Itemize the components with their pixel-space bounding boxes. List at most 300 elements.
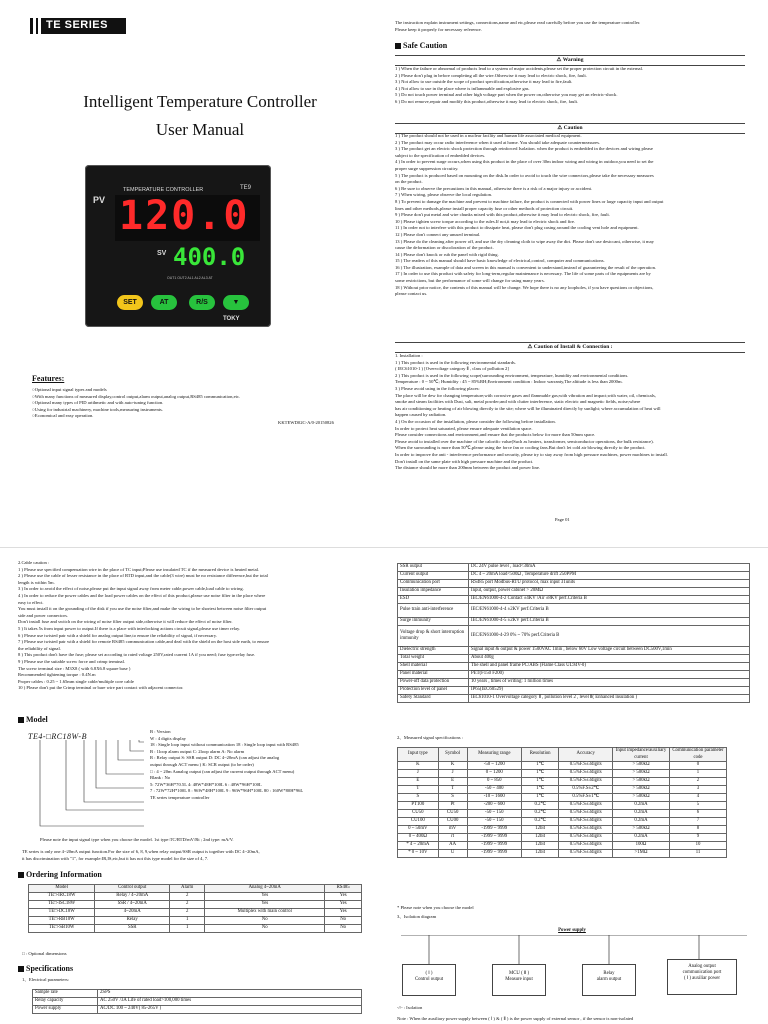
features-list — [32, 387, 362, 420]
ordering-col: RS485 — [325, 885, 362, 893]
table-row — [398, 604, 750, 618]
table-row — [398, 802, 727, 810]
cable-line: Proper cables : 0.25 ~ 1.65mm single cable/multiple core cable — [18, 678, 134, 684]
table-row — [398, 770, 727, 778]
box-line: communication port — [682, 970, 722, 975]
caution-item: 12 ) Please don't connect any unused terminal. — [395, 231, 481, 237]
table-row — [29, 901, 362, 909]
table-row — [33, 1006, 362, 1014]
cell: > 500kΩ — [613, 770, 670, 778]
table-row — [398, 655, 750, 663]
table-row — [29, 893, 362, 901]
safe-caution-heading — [395, 41, 447, 50]
cell: 12bit — [521, 850, 558, 858]
cable-line: 10 ) Please don't put the Crimp terminal or bare wire part contact with adjacent connector. — [18, 685, 184, 691]
cell: No — [205, 925, 325, 933]
cell: 0.5%F.S±3digits — [559, 778, 613, 786]
intro-line: Please keep it properly for necessary reference. — [395, 26, 482, 32]
ordering-heading — [18, 870, 102, 879]
cell: S — [438, 794, 467, 802]
table-row — [398, 572, 750, 580]
cable-line: the reliability of signal. — [18, 645, 61, 651]
cell: AA — [438, 842, 467, 850]
cell: 12bit — [521, 842, 558, 850]
box-line: Relay — [603, 971, 615, 976]
cell: 10 years , times of writing: 1 million times — [469, 679, 750, 687]
electrical-params-label: 1、Electrical parameters: — [22, 977, 70, 982]
controller-image — [85, 165, 271, 327]
caution-item: 3 ) The product get an electric shock protection through reinforced Isolation. when the product is embedded in the devices and wiring please — [395, 146, 653, 152]
cell: 0 ~ 400Ω — [398, 834, 439, 842]
install-item: In order to protect heat saturated, please ensure adequate ventilation space. — [395, 425, 533, 431]
feature-item: ○Economical and easy operation. — [32, 413, 94, 419]
caution-item: 6 ) Be sure to observe the precautions in this manual, otherwise there is a risk of a major injury or accident. — [395, 185, 593, 191]
cell: 1℃ — [521, 778, 558, 786]
install-item: When the surrounding is more than 50℃,please using the force fan or cooling fans.But don't let cold air blowing directly to the product. — [395, 445, 646, 451]
cable-line: side and power connectors. — [18, 612, 69, 618]
model-note-2 — [22, 849, 382, 862]
series-label: TE SERIES — [46, 19, 108, 31]
led-indicators: OUT1 OUT2 AL1 AL2 AL3 AT — [167, 276, 213, 280]
cell: S — [398, 794, 439, 802]
cell: mV — [438, 826, 467, 834]
install-item: 2 ) This product is used in the following scope(surrounding environment, temperature, humidity and environmental conditions. — [395, 372, 629, 378]
cable-line: The screw terminal size : M3X8 ( with 6.8X6.8 square base ) — [18, 665, 131, 671]
cell: K — [438, 762, 467, 770]
cell: Relay — [95, 917, 170, 925]
cell: No — [325, 925, 362, 933]
cell: 0.5%F.S±2℃ — [559, 786, 613, 794]
section-marker-icon — [395, 43, 401, 49]
pv-display: 120.0 — [119, 193, 250, 239]
cell: 0 ~ 850 — [467, 778, 521, 786]
cell: 12bit — [521, 834, 558, 842]
cell: 6 — [670, 810, 727, 818]
cable-line: You must install it on the grounding of the disk if you use the noise filter,and make the wiring to be shortest between noise filter output — [18, 606, 267, 612]
cell: 2 — [170, 893, 205, 901]
cell: IEC/EN61000-4-2 Contact ±4KV /Air ±8KV perf.Criteria B — [469, 596, 750, 604]
ordering-col: Model — [29, 885, 95, 893]
cell: > 500kΩ — [613, 762, 670, 770]
cable-line: 5 ) It takes 5s from input power to output.If there is a place with interlocking actions circuit signal,please use timer relay. — [18, 625, 241, 631]
cell: No — [325, 917, 362, 925]
safe-caution-title: Safe Caution — [403, 41, 448, 50]
table-row — [398, 679, 750, 687]
cell: Dielectric strength — [398, 647, 469, 655]
table-row — [398, 810, 727, 818]
cell: 2 — [170, 901, 205, 909]
caution-item: 15 ) The readers of this manual should have basic knowledge of electrical,control, computer and communications. — [395, 258, 605, 264]
cell: Pulse train anti-interference — [398, 604, 469, 618]
cell: Power supply — [33, 1006, 98, 1014]
cell: Yes — [325, 909, 362, 917]
table-row — [398, 687, 750, 695]
caution-item: some restrictions, but the performance of some will change for using many years. — [395, 278, 545, 284]
caution-item: on the product. — [395, 179, 423, 185]
box-line: Control output — [414, 977, 444, 982]
box-line: Measure input — [505, 977, 533, 982]
feature-item: ○With many functions of measured display,control output,alarm output,analog output,RS485 communication,etc. — [32, 393, 241, 399]
cell: Communication port — [398, 580, 469, 588]
warning-bar: ⚠ Warning — [395, 55, 745, 66]
cell: T — [438, 786, 467, 794]
install-item: has air conditioning or heating of air blowing directly to the site; where will be illuminated directly by sunlight; where accumulation of heat will — [395, 405, 661, 411]
cell: U — [438, 850, 467, 858]
brand-logo: TOKY — [223, 316, 240, 322]
cell: 0.5%F.S±1℃ — [559, 794, 613, 802]
cell: The shell and panel frame PC/ABS (Flame Class UL94V-0) — [469, 663, 750, 671]
cell: IEC/EN61000-4-4 ±2KV perf.Criteria B — [469, 604, 750, 618]
install-item: smoke and steam facilities with Dust, salt, metal powder;and with clutter interference, static electric and magnetic fields, noise;where — [395, 399, 641, 405]
cell: rt — [438, 834, 467, 842]
feature-item: ○Optional input signal types and models — [32, 387, 107, 392]
model-legend-item: 5: 72W*36H*70.5L 4: 48W*48H*100L 6 : 48W*96H*100L — [150, 781, 262, 787]
cell: > 500kΩ — [613, 826, 670, 834]
caution-item: 4 ) In order to prevent surge occurs,when using this product in the place of over 30m indoor wiring and wiring in outdoor,you need to set the — [395, 159, 654, 165]
page-number: Page 01 — [555, 517, 570, 522]
install-item: 3 ) Please avoid using in the following places: — [395, 385, 480, 391]
table-row — [398, 834, 727, 842]
install-item: Please consider connections and environment,and ensure that the products below for more than 50mm space. — [395, 432, 596, 438]
model-legend-item: 18 : Single loop input without communication 18 : Single loop input with RS485 — [150, 742, 299, 748]
caution-item: cause the deformation or discoloration of the product. — [395, 245, 494, 251]
spec-table — [397, 563, 750, 703]
model-legend-item: 7 : 72W*72H*100L 8 : 96W*48H*100L 9 : 96W*96H*100L 80 : 160W*80H*96L — [150, 788, 304, 794]
cell: Relay / 4~20mA — [95, 893, 170, 901]
cell: Total weight — [398, 655, 469, 663]
cable-line: 9 ) Please use the suitable screw force and crimp terminal. — [18, 658, 126, 664]
cell: Multiplex with main control — [205, 909, 325, 917]
caution-item: lines and other methods,please install proper capacity fuse or other methods of protection circuit. — [395, 205, 574, 211]
cell: * 0 ~ 10V — [398, 850, 439, 858]
cell: 1 — [670, 770, 727, 778]
install-item: Don't install on the same plate with high pressure machine and the product. — [395, 458, 534, 464]
cell: Safety Standard — [398, 695, 469, 703]
install-item: ( IEC61010-1 ) [Overvoltage category Ⅱ , class of pollution 2] — [395, 366, 509, 372]
cable-line: 2.Cable caution : — [18, 560, 50, 565]
cell: DC 4 ~ 20mA load<500Ω , Temperature drift 250PPM — [469, 572, 750, 580]
cell: Relay capacity — [33, 998, 98, 1006]
cell: -50 ~ 150 — [467, 818, 521, 826]
box-line: ( Ⅰ ) — [425, 971, 433, 976]
cell: 1℃ — [521, 786, 558, 794]
cell: 2 — [170, 909, 205, 917]
cable-line: Don't install fuse and switch on the wiring of noise filter output side,otherwise it will reduce the effect of noise filter. — [18, 619, 233, 625]
cell: 0.5%F.S±3digits — [559, 826, 613, 834]
cell: Yes — [325, 893, 362, 901]
section-marker-icon — [18, 872, 24, 878]
install-item: In order to improve the anti - interference performance and security, please try to stay away from high pressure machines, power machines to install. — [395, 451, 668, 457]
install-caution-bar: ⚠ Caution of Install & Connection : — [395, 342, 745, 353]
table-row — [398, 588, 750, 596]
cell: AC/DC 100 ~ 240V( 85-265V ) — [98, 1006, 362, 1014]
caution-item: 18 ) Without prior notice, the contents of this manual will be change. We hope there is no any loopholes, if you have questions or objections, — [395, 284, 654, 290]
table-row — [398, 762, 727, 770]
cell: 0.2mA — [613, 810, 670, 818]
sv-label: SV — [157, 250, 167, 257]
cell: 0 ~ 50mV — [398, 826, 439, 834]
caution-item: 11 ) In order not to interfere with this product to dissipate heat, please don't plug casing around the cooling vent hole and equipment. — [395, 225, 639, 231]
features-heading: Features: — [32, 374, 65, 383]
cell: 0.5%F.S±3digits — [559, 810, 613, 818]
cell: 0.5%F.S±3digits — [559, 762, 613, 770]
cable-line: 3 ) In order to avoid the effect of noise,please put the input signal away from meter cable,power cable,load cable to wiring. — [18, 586, 244, 592]
isolation-legend: -//- : Isolation — [397, 1005, 423, 1010]
cell: 4 — [670, 794, 727, 802]
set-button[interactable]: SET — [117, 295, 143, 310]
cell: -200 ~ 600 — [467, 802, 521, 810]
cell: 1℃ — [521, 794, 558, 802]
caution-item: 5 ) The product is produced based on mounting on the disk.In order to avoid to touch the wire connectors,please take the necessary measures — [395, 172, 654, 178]
table-row — [398, 671, 750, 679]
cell: -50 ~ 150 — [467, 810, 521, 818]
down-arrow-button[interactable]: ▼ — [223, 295, 249, 310]
caution-bar: ⚠ Caution — [395, 123, 745, 134]
table-row — [33, 998, 362, 1006]
sv-display: 400.0 — [173, 243, 246, 271]
cell: 1 — [170, 917, 205, 925]
cell: > 500kΩ — [613, 794, 670, 802]
table-row — [398, 850, 727, 858]
cell: PT100 — [398, 802, 439, 810]
model-legend-item: W : 4 digits display — [150, 735, 186, 741]
measured-col: Resolution — [521, 748, 558, 762]
install-item: happen caused by radiation. — [395, 412, 447, 418]
model-legend-item: Blank : No — [150, 775, 171, 781]
cell: DC 24V pulse level , load<30mA — [469, 564, 750, 572]
cell: > 500kΩ — [613, 786, 670, 794]
control-output-box — [402, 964, 456, 996]
cable-line: 2 ) Please use the cable of lesser resistance in the place of RTD input,and the cable(3 wire) must be no resistance difference,but the total — [18, 573, 268, 579]
cell: IP65(IEC60529) — [469, 687, 750, 695]
cell: -50 ~ 1200 — [467, 762, 521, 770]
caution-list — [395, 133, 750, 298]
cable-line: Recommended tightening torque : 0.4N.m — [18, 672, 96, 678]
install-item: Temperature : 0 ~ 50℃; Humidity : 45 ~ 85%RH;Environment condition : Indoor warranty,The altitude is less than 2000m. — [395, 379, 623, 385]
cell: CU50 — [398, 810, 439, 818]
warning-item: 4 ) Not allow to use in the place where is inflammable and explosive gas. — [395, 85, 530, 91]
specifications-title: Specifications — [26, 964, 74, 973]
analog-output-box — [667, 959, 737, 995]
caution-item: 17 ) In order to use this product with safety for long-term,regular maintenance is necessary. The life of some parts of the equipments are by — [395, 271, 651, 277]
relay-box — [582, 964, 636, 996]
install-item: The place will be dew for changing temperature;with corrosive gases and flammable gas;with vibration and impact;with water, oil, chemicals, — [395, 392, 656, 398]
cell: 12bit — [521, 826, 558, 834]
isolation-heading: 3、Isolation diagram — [397, 914, 437, 919]
model-legend-item: □ : 4 ~ 20m Aanalog output (can adjust the current output through ACT menu) — [150, 768, 295, 774]
cell: 5 — [670, 802, 727, 810]
model-legend-item: B : Version — [150, 729, 171, 734]
model-note-line: TE series is only one 4~20mA output function.For the size of 6, 8, 9,when relay output/SSR output is together with DC 4~20mA, — [22, 849, 260, 854]
cable-line: 4 ) In order to reduce the power cables and the load power cables on the effect of this product,please use noise filter in the place where — [18, 592, 266, 598]
cell: E — [398, 778, 439, 786]
cell: TE□-DC18W — [29, 909, 95, 917]
model-legend-item: TE series temperature controller — [150, 794, 210, 800]
measured-col: Accuracy — [559, 748, 613, 762]
isolation-note: Note : When the auxiliary power supply between ( Ⅰ ) & ( Ⅱ ) is the power supply of external sensor , if the sensor is non-isolated — [397, 1016, 634, 1021]
warning-item: 1 ) When the failure or abnormal of products lead to a system of major accidents,please set the proper protection circuit in the external. — [395, 66, 644, 71]
install-item: The distance should be more than 200mm between the product and power line. — [395, 465, 541, 471]
doc-title-line1: Intelligent Temperature Controller — [83, 92, 317, 111]
cell: CU50 — [438, 810, 467, 818]
cell: 0.2℃ — [521, 810, 558, 818]
warning-item: 5 ) Do not touch power terminal and other high voltage part when the power on,otherwise you may get an electric-shock. — [395, 92, 618, 98]
cable-line: 8 ) This product don't have the fuse; please set according to rated voltage 250V,rated current 1A if you need; fuse type:relay fuse. — [18, 652, 256, 658]
install-item: 1. Installation : — [395, 353, 423, 358]
cell: Sample rate — [33, 990, 98, 998]
ordering-col: Analog 4~20mA — [205, 885, 325, 893]
cell: Voltage drop & short interruption immunity — [398, 626, 469, 647]
cell: CU100 — [398, 818, 439, 826]
cell: Power-off data protection — [398, 679, 469, 687]
cell: -10 ~ 1600 — [467, 794, 521, 802]
table-row — [398, 786, 727, 794]
warning-item: 3 ) Not allow to use outside the scope of product specification,otherwise it may lead to fire,fault. — [395, 79, 573, 85]
cable-line: 6 ) Please use twisted pair with a shield for analog output line,to ensure the reliability of signal, if necessary. — [18, 632, 217, 638]
model-legend — [150, 729, 380, 802]
cell: Insulation impedance — [398, 588, 469, 596]
cell: T — [398, 786, 439, 794]
table-row — [398, 695, 750, 703]
cell: 0.5%F.S±3digits — [559, 770, 613, 778]
cell: AC 250V /3A Life of rated load>100,000 times — [98, 998, 362, 1006]
model-legend-item: output through ACT menu ) K: SCR output (to be order) — [150, 761, 254, 767]
cell: 10 — [670, 842, 727, 850]
ordering-table — [28, 884, 362, 933]
table-row — [398, 626, 750, 647]
caution-item: 8 ) To prevent to damage the machine and prevent to machine failure, the product is connected with power lines or large capacity input and output — [395, 198, 664, 204]
table-row — [398, 794, 727, 802]
specifications-heading — [18, 964, 73, 973]
warning-item: 6 ) Do not remove,repair and modify this product,otherwise it may lead to electric shock, fire, fault. — [395, 98, 579, 104]
cable-line: 7 ) Please use twisted pair with a shield for remote RS485 communication cable,and deal with the shield on the host side earth, to ensure — [18, 639, 270, 645]
caution-item: 7 ) When wiring, please observe the local regulation. — [395, 192, 493, 198]
cell: SSR — [95, 925, 170, 933]
cell: 11 — [670, 850, 727, 858]
table-row — [398, 618, 750, 626]
cell: 4~20mA — [95, 909, 170, 917]
model-note-line: it has discrimination with "1", for example:IR,IS,etc,but it has not this type model for the size of 4, 7. — [22, 855, 209, 861]
cell: SSR output — [398, 564, 469, 572]
caution-item: please contact us. — [395, 291, 428, 297]
model-bracket-lines — [26, 740, 151, 830]
cell: 8 — [670, 826, 727, 834]
cell: CU00 — [438, 818, 467, 826]
measured-note: * Please note when you choose the model — [397, 905, 474, 910]
cell: ESD — [398, 596, 469, 604]
cell: Surge immunity — [398, 618, 469, 626]
cell: Shell material — [398, 663, 469, 671]
box-line: MCU ( Ⅱ ) — [508, 971, 530, 976]
ordering-col: Alarm — [170, 885, 205, 893]
table-row — [33, 990, 362, 998]
cell: 0 ~ 1200 — [467, 770, 521, 778]
cell: TE□-SB10W — [29, 925, 95, 933]
cell: 0.5%F.S±3digits — [559, 834, 613, 842]
cell: 2SPS — [98, 990, 362, 998]
install-list — [395, 353, 750, 472]
cable-line: easy to effect. — [18, 599, 44, 605]
intro-text — [395, 20, 750, 33]
run-stop-button[interactable]: R/S — [189, 295, 215, 310]
caution-item: subject to the specification of embedded devices. — [395, 152, 486, 158]
cell: Signal input & output & power 1500VAC 1min , below 60V Low voltage circuit between DC500V,1min — [469, 647, 750, 655]
header-stripe — [33, 18, 36, 34]
cable-line: length is within 5m. — [18, 579, 55, 585]
cell: IEC/EN61000-4-5 ±2KV perf.Criteria B — [469, 618, 750, 626]
header-stripe — [38, 18, 41, 34]
feature-item: ○Using for industrial machinery, machine tools,measuring instruments. — [32, 406, 163, 412]
table-row — [398, 842, 727, 850]
table-row — [398, 778, 727, 786]
box-line: alarm output — [596, 977, 622, 982]
ordering-note: □ : Optional dimensions — [22, 951, 67, 956]
box-line: ( Ⅰ ) auxiliar power — [683, 976, 721, 981]
cell: -1999 ~ 9999 — [467, 850, 521, 858]
cell: 0 — [670, 762, 727, 770]
table-row — [29, 925, 362, 933]
cell: 3 — [670, 786, 727, 794]
feature-item: ○Optional many types of PID arithmetic and with auto-tuning function. — [32, 400, 164, 406]
mcu-box — [492, 964, 546, 996]
caution-item: 1 ) The product should not be used in a nuclear facility and human life associated medical equipment. — [395, 133, 582, 138]
table-row — [29, 909, 362, 917]
device-brand-label: TEMPERATURE CONTROLLER — [123, 187, 204, 193]
doc-code: KKTEWD02C-A/0-20150826 — [278, 420, 334, 425]
model-legend-item: R : Relay output S: SSR output D: DC 4~20mA (can adjust the analog — [150, 755, 280, 761]
cell: K — [398, 762, 439, 770]
cell: TE□-IRC18W — [29, 893, 95, 901]
cell: 0.5%F.S±3digits — [559, 818, 613, 826]
section-marker-icon — [18, 966, 24, 972]
cell: > 500kΩ — [613, 778, 670, 786]
section-marker-icon — [18, 717, 24, 723]
doc-title-line2: User Manual — [155, 120, 245, 139]
cell: 7 — [670, 818, 727, 826]
model-note: Please note the input signal type when you choose the model. 1st type:TC/RTD/mV/Rt ; 2nd type: mA/V. — [40, 837, 234, 842]
cell: SSR / 4~20mA — [95, 901, 170, 909]
cell: -1999 ~ 9999 — [467, 834, 521, 842]
cell: 0.5%F.S±3digits — [559, 842, 613, 850]
model-title: Model — [26, 715, 48, 724]
cell: No — [205, 917, 325, 925]
measured-col: Measuring range — [467, 748, 521, 762]
cell: Yes — [205, 901, 325, 909]
cell: Panel material — [398, 671, 469, 679]
caution-item: 13 ) Please do the cleaning after power off, and use the dry cleaning cloth to wipe away the dirt. Please don't use desiccant, otherwise, it may — [395, 238, 654, 244]
cell: 0.5%F.S±3digits — [559, 802, 613, 810]
ordering-title: Ordering Information — [26, 870, 102, 879]
table-row — [398, 564, 750, 572]
cell: -50 ~ 400 — [467, 786, 521, 794]
caution-item: 2 ) The product may occur radio interference when it used at home. You should take adequate countermeasures. — [395, 139, 601, 145]
table-row — [398, 826, 727, 834]
pv-label: PV — [93, 195, 106, 205]
warning-item: 2 ) Please don't plug in before completing all the wire.Otherwise it may lead to electric shock, fire, fault. — [395, 72, 587, 78]
caution-item: proper surge suppression circuitry. — [395, 165, 459, 171]
at-button[interactable]: AT — [151, 295, 177, 310]
measured-col: Input type — [398, 748, 439, 762]
cell: Protection level of panel — [398, 687, 469, 695]
table-row — [398, 580, 750, 588]
cell: Yes — [205, 893, 325, 901]
cell: About 400g — [469, 655, 750, 663]
cell: 9 — [670, 834, 727, 842]
table-row — [398, 818, 727, 826]
cable-line: 1 ) Please use specified compensation wire in the place of TC input;Please use insulated TC if the measured device is heated metal. — [18, 566, 260, 572]
cell: 0.2℃ — [521, 802, 558, 810]
caution-item: 14 ) Please don't knock or rub the panel with rigid thing. — [395, 251, 499, 257]
